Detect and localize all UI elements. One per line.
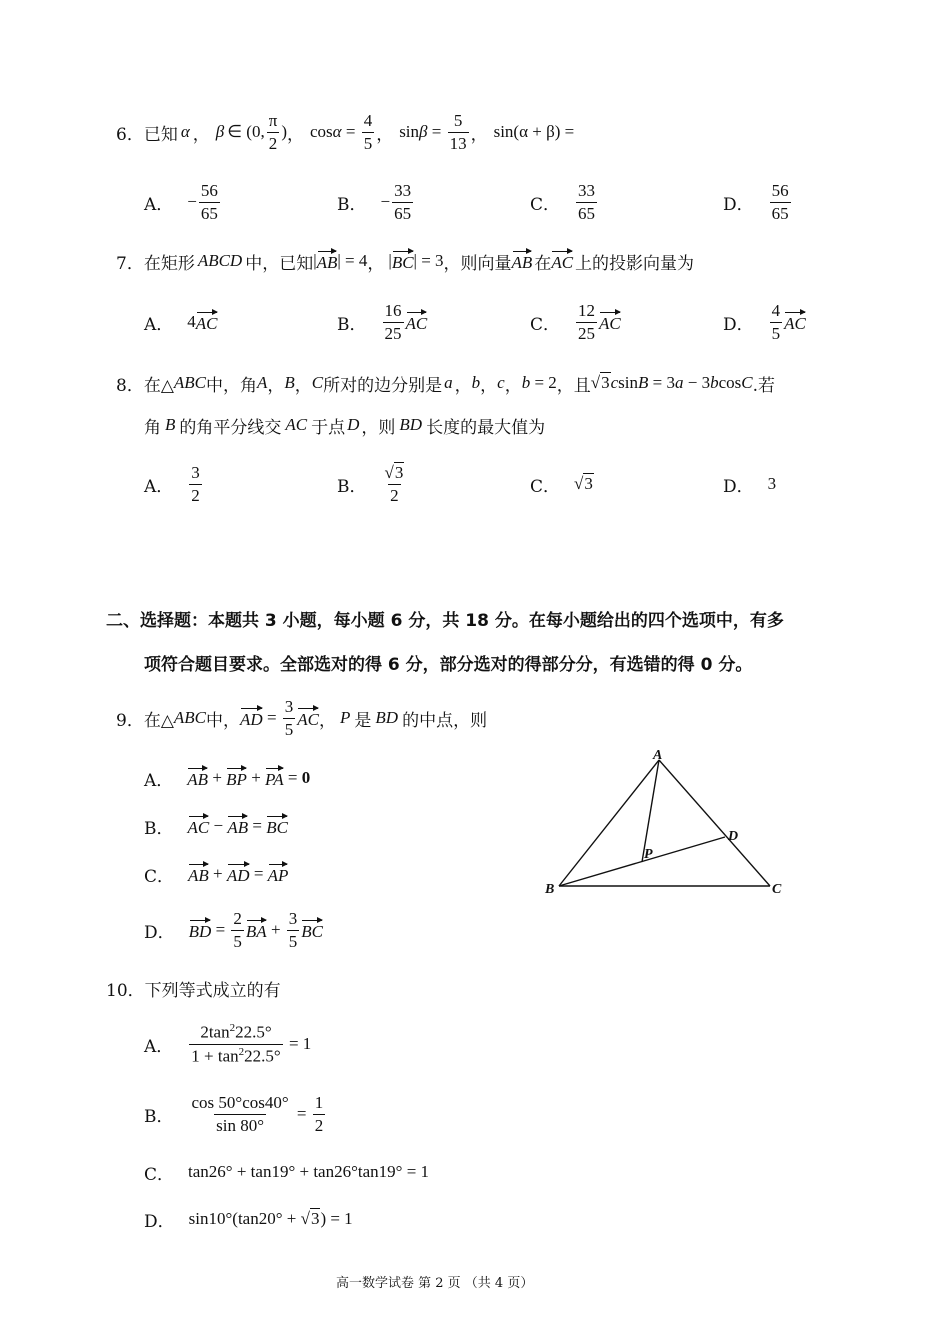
section2-heading-line1: 二、选择题：本题共 3 小题，每小题 6 分，共 18 分。在每小题给出的四个选项中，有多 <box>106 611 784 631</box>
q6-option-c[interactable]: C． $\frac{33}{65}$ <box>530 180 596 223</box>
q9-option-c[interactable]: C． AB + AD = AP <box>144 864 289 887</box>
point-p-label: P <box>644 847 653 862</box>
triangle-figure <box>540 748 800 898</box>
q7-option-a[interactable]: A． 4 AC <box>144 312 218 335</box>
sqrt-sign: √3 <box>300 1209 320 1228</box>
q8-option-a[interactable]: A． $\frac{3}{2}$ <box>144 462 200 505</box>
q10-option-c[interactable]: C． tan26° + tan19° + tan26°tan19° = 1 <box>144 1162 430 1185</box>
q6-number: 6． <box>116 124 144 145</box>
q10-option-d[interactable]: D． sin10°(tan20° + √3 ) = 1 <box>144 1209 353 1232</box>
q10-option-b[interactable]: B． $\frac{\cos 50^\circ\cos 40^\circ}{\sin 80^\circ}$ = $\frac{1}{2}$ <box>144 1092 324 1135</box>
sqrt-sign: √3 <box>574 474 593 493</box>
q9-number: 9． <box>116 710 144 731</box>
q7-option-b[interactable]: B． $\frac{16}{25}$ AC <box>337 300 428 343</box>
q9-stem: 9． 在△ ABC 中， AD = $\frac{3}{5}$ AC ， P 是 BD 的中点，则 <box>116 696 488 739</box>
q8-option-b[interactable]: B． $\frac{√3}{2}$ <box>337 462 404 505</box>
vertex-b-label: B <box>545 882 555 897</box>
q6-option-a[interactable]: A． − $\frac{56}{65}$ <box>144 180 218 223</box>
sqrt-sign: √3 <box>590 373 610 392</box>
q9-option-b[interactable]: B． AC − AB = BC <box>144 816 288 839</box>
segment-ab <box>559 760 659 886</box>
q6-option-b[interactable]: B． − $\frac{33}{65}$ <box>337 180 412 223</box>
q10-option-a[interactable]: A． $\frac{2\tan^222.5^\circ}{1 + \tan^222.5^\circ}$ = 1 <box>144 1022 312 1066</box>
section2-heading-line2: 项符合题目要求。全部选对的得 6 分，部分选对的得部分分，有选错的得 0 分。 <box>144 655 753 675</box>
q8-stem-line2: 角 B 的角平分线交 AC 于点 D ，则 BD 长度的最大值为 <box>144 415 546 438</box>
q10-stem: 10．下列等式成立的有 <box>106 981 281 1001</box>
vertex-a-label: A <box>653 748 663 763</box>
q8-option-d[interactable]: D． 3 <box>723 474 777 497</box>
point-d-label: D <box>728 829 739 844</box>
page-footer: 高一数学试卷 第 2 页 （共 4 页） <box>336 1276 534 1291</box>
q8-stem-line1: 8． 在△ ABC 中，角 A ， B ， C 所对的边分别是 a ， b ， c ， b = 2 ，且 √3 c sin B = 3 a − 3 b cos C .若 <box>116 368 775 398</box>
q9-option-a[interactable]: A． AB + BP + PA = 0 <box>144 768 311 791</box>
vertex-c-label: C <box>772 882 782 897</box>
q8-option-c[interactable]: C． √3 <box>530 474 593 497</box>
q7-option-d[interactable]: D． $\frac{4}{5}$ AC <box>723 300 806 343</box>
segment-ac <box>659 760 770 886</box>
q7-option-c[interactable]: C． $\frac{12}{25}$ AC <box>530 300 621 343</box>
q6-option-d[interactable]: D． $\frac{56}{65}$ <box>723 180 789 223</box>
q9-option-d[interactable]: D． BD = $\frac{2}{5}$ BA + $\frac{3}{5}$ BC <box>144 908 324 951</box>
sqrt-sign: √3 <box>384 462 404 482</box>
q7-stem: 7． 在矩形 ABCD 中，已知 | AB | = 4 ， | BC | = 3 ，则向量 AB 在 AC 上的投影向量为 <box>116 246 694 276</box>
q7-number: 7． <box>116 253 144 274</box>
q10-number: 10． <box>106 981 145 1001</box>
q8-number: 8． <box>116 375 144 396</box>
q6-stem: 6． 已知 α ， β ∈ (0, $\frac{\pi}{2}$ ) ， cos α = $\frac{4}{5}$ ， sin β = $\frac{5}{13}$ ， sin(α + β) = <box>116 110 575 153</box>
